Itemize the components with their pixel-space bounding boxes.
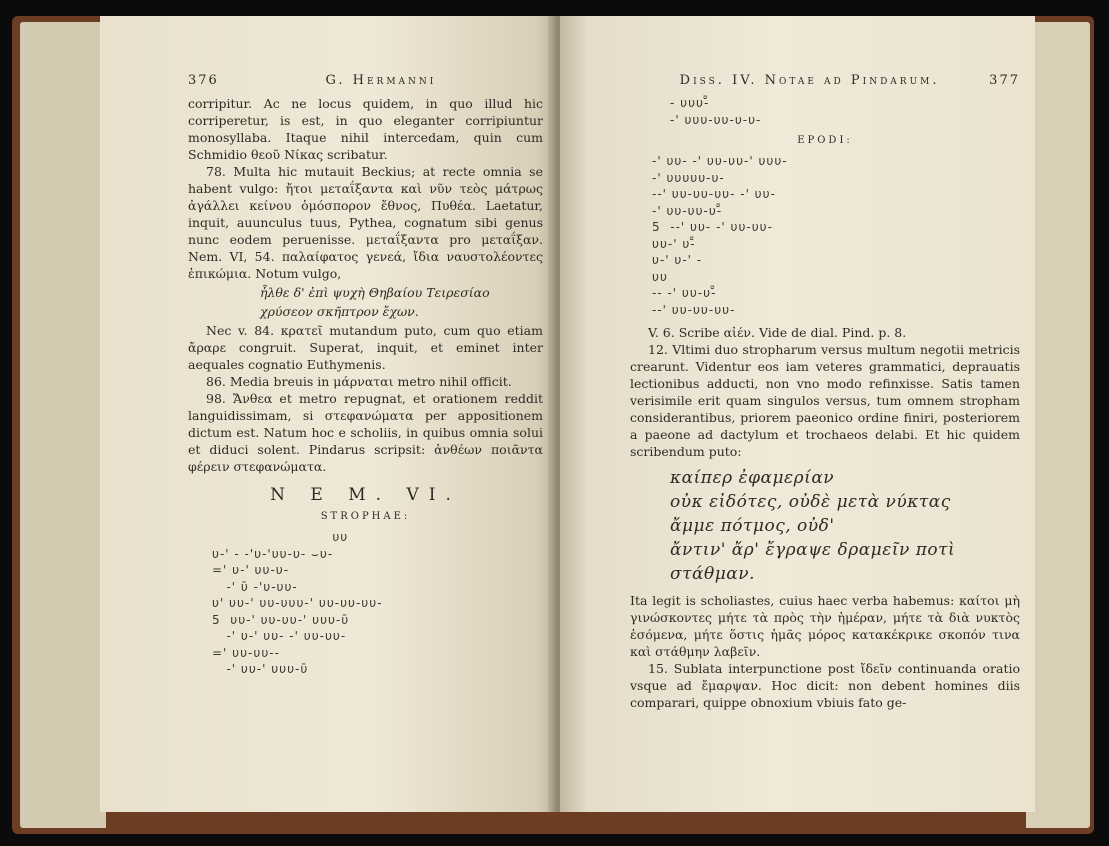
meter-line: -- -' υυ-υ-̆̄ (652, 286, 717, 300)
meter-line: υ' υυ-' υυ-υυυ-' υυ-υυ-υυ- (212, 596, 383, 610)
meter-line: υ-' - -'υ-'υυ-υ- ⌣υ- (212, 546, 334, 561)
left-paragraph-2: 78. Multa hic mutauit Beckius; at recte omnia se habent vulgo: ἤτοι μεταΐξαντα καὶ νῦν τεὸς μάτρως ἀγάλλει κείνου ὁμόσπορον ἔθνος, Πυθέα. Laetatur, inquit, auunculus tuus, Pythea, cognatum sibi genus nunc eodem peruenisse. μεταΐξαντα pro μεταΐξαν. Nem. VI, 54. παλαίφατος γενεά, ἴδια ναυστολέοντες ἐπικώμια. Notum vulgo, (188, 164, 543, 281)
meter-line: 5 --' υυ- -' υυ-υυ- (652, 220, 773, 234)
meter-line: -' υυυυυ-υ- (652, 170, 725, 185)
section-heading: N E M. VI. (270, 485, 461, 505)
meter-line: =' υ-' υυ-υ- (212, 563, 290, 577)
meter-line: -' υ-' υυ- -' υυ-υυ- (212, 629, 347, 643)
right-paragraph-3: Ita legit is scholiastes, cuius haec verba habemus: καίτοι μὴ γινώσκοντες μήτε τὰ πρὸς τὴν ἡμέραν, μήτε τὰ διὰ νυκτὸς ἐσόμενα, μήτε ὅστις ἡμᾶς μόρος κατακέκρικε σκοπόν τινα καὶ στάθμην λαβεῖν. (630, 593, 1020, 659)
left-page (100, 16, 555, 812)
meter-line: -' υυ-υυ-υ-̆̄ (652, 203, 723, 218)
right-running-head (630, 72, 1020, 89)
epodi-label: EPODI: (797, 135, 853, 146)
meter-line: υυ (212, 530, 349, 544)
pindar-line: καίπερ ἐφαμερίαν (670, 468, 835, 488)
strophae-meter (188, 529, 543, 678)
meter-line: -' υυ-' υυυ-ῡ (212, 662, 309, 676)
right-page-text (630, 72, 1020, 711)
right-paragraph-2: 12. Vltimi duo stropharum versus multum negotii metricis crearunt. Videntur eos iam veteres grammatici, deprauatis lectionibus adducti, non vno modo refinxisse. Satis tamen verisimile erit quam singulos versus, tum omnem stropham considerantibus, priorem paeonico ordine finiri, posteriorem a paeone ad dactylum et trochaeos delabi. Et hic quidem scribendum puto: (630, 342, 1020, 459)
right-page-title: Diss. IV. Notae ad Pindarum. (679, 73, 940, 88)
left-running-head (188, 72, 543, 89)
quoted-verse-2: χρύσεον σκῆπτρον ἔχων. (260, 304, 419, 319)
meter-line: 5 υυ-' υυ-υυ-' υυυ-ῡ (212, 612, 350, 627)
right-paragraph-1: V. 6. Scribe αἰέν. Vide de dial. Pind. p. 8. (648, 325, 907, 340)
meter-line: - υυυ-̆̄ (670, 96, 710, 110)
meter-line: -' υυ- -' υυ-υυ-' υυυ- (652, 154, 788, 168)
meter-line: υυ-' υ-̆̄ (652, 236, 696, 251)
left-paragraph-1: corripitur. Ac ne locus quidem, in quo illud hic corriperetur, is est, in quo eleganter corripiuntur monosyllaba. Itaque nihil intercedam, quin cum Schmidio θεοῦ Νίκας scribatur. (188, 96, 543, 162)
meter-line: -' υυυ-υυ-υ-υ- (670, 112, 762, 127)
right-page-number: 377 (989, 73, 1020, 88)
epodi-meter (630, 153, 1020, 318)
right-paragraph-4: 15. Sublata interpunctione post ἴδεῖν continuanda oratio vsque ad ἔμαρψαν. Hoc dicit: non debent homines diis comparari, quippe obnoxium vbiuis fato ge- (630, 661, 1020, 710)
pindar-quotation (630, 466, 1020, 586)
meter-line: υυ (652, 269, 668, 284)
meter-line: υ-' υ-' - (652, 253, 703, 267)
left-paragraph-5: 98. Ἄνθεα et metro repugnat, et orationem reddit languidissimam, si στεφανώματα per appositionem dictum est. Natum hoc e scholiis, in quibus omnia solui et diduci solent. Pindarus scripsit: ἀνθέων ποιᾶντα φέρειν στεφανώματα. (188, 391, 543, 474)
pindar-line: ἄντιν' ἄρ' ἔγραψε δραμεῖν ποτὶ στάθμαν. (670, 540, 956, 584)
left-paragraph-3: Nec v. 84. κρατεῖ mutandum puto, cum quo etiam ἄραρε congruit. Superat, inquit, et eminet inter aequales cognatio Euthymenis. (188, 323, 543, 372)
page-edges-right (1026, 22, 1090, 828)
strophae-label: STROPHAE: (320, 511, 411, 522)
meter-line: --' υυ-υυ-υυ- (652, 302, 736, 317)
page-edges-left (20, 22, 106, 828)
left-page-text (188, 72, 543, 678)
quoted-verse-1: ἦλθε δ' ἐπὶ ψυχὴ Θηβαίου Τειρεσίαο (260, 285, 490, 300)
left-page-number: 376 (188, 73, 219, 88)
meter-line: =' υυ-υυ-- (212, 645, 280, 660)
right-page (560, 16, 1035, 812)
meter-line: -' ῡ -'υ-υυ- (212, 579, 298, 594)
strophe-meter-end (630, 95, 1020, 128)
left-paragraph-4: 86. Media breuis in μάρναται metro nihil officit. (206, 374, 512, 389)
pindar-line: οὐκ εἰδότες, οὐδὲ μετὰ νύκτας (670, 492, 951, 512)
pindar-line: ἄμμε πότμος, οὐδ' (670, 516, 835, 536)
meter-line: --' υυ-υυ-υυ- -' υυ- (652, 187, 776, 201)
left-page-title: G. Hermanni (325, 73, 437, 88)
